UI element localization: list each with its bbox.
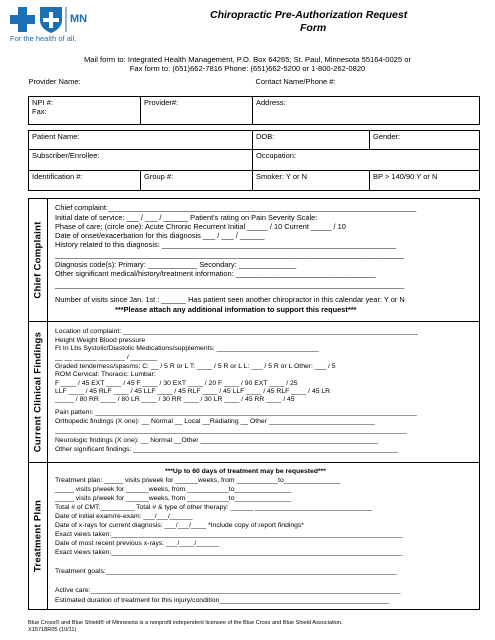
graded-tenderness-line[interactable]: Graded tenderness/spasms: C: __ / 5 R or L T: ____ / 5 R or L L: ___ / 5 R or L Other: ___ / 5: [55, 363, 336, 370]
other-findings-line[interactable]: Other significant findings: ______________________________________________________________________: [55, 446, 398, 453]
chief-complaint-section: [28, 198, 480, 322]
fax-line: Fax form to: (651)662-7816 Phone: (651)662-5200 or 1-800-262-0820: [129, 64, 366, 73]
history-line[interactable]: History related to this diagnosis: _________________________________________________________: [55, 240, 397, 249]
exact-views-line[interactable]: Exact views taken:_____________________________________________________________________________: [55, 531, 403, 538]
visits-since-line[interactable]: Number of visits since Jan. 1st : ______ Has patient seen another chiropractor in this calendar year: Y or N: [55, 295, 405, 304]
treatment-plan-heading-box: [29, 463, 48, 609]
treatment-plan-heading: Treatment Plan: [32, 499, 44, 573]
rom-rotation-line[interactable]: _____ / 80 RR ____ / 80 LR ____ / 30 RR ____ / 30 LR ____ / 45 RR ____ / 45: [55, 396, 295, 403]
neurologic-findings-line[interactable]: Neurologic findings (X one): __ Normal __Other _______________________________________________: [55, 437, 379, 444]
rom-lateral-flexion-line[interactable]: LLF ____ / 45 RLF ____ / 45 LLF ____ / 45 RLF ____ / 45 LLF ____ / 45 RLF ____ / 45 LR: [55, 388, 331, 395]
form-title-line2: Form: [300, 22, 327, 34]
active-care-line[interactable]: Active care:__________________________________________________________________________________: [55, 587, 401, 594]
treatment-goals-line[interactable]: Treatment goals:_____________________________________________________________________________: [55, 568, 397, 575]
provider-number-field[interactable]: [141, 96, 253, 124]
history-continued-line[interactable]: _____________________________________________________________________________________: [55, 250, 405, 259]
phase-of-care-line[interactable]: Phase of care: (circle one): Acute Chronic Recurrent Initial _____ / 10 Current _____ / 10: [55, 222, 346, 231]
fax-label: Fax:: [32, 106, 47, 116]
gender-label: Gender:: [373, 132, 401, 141]
dob-label: DOB:: [256, 132, 275, 141]
rom-flexion-line[interactable]: F ____ / 45 EXT ____ / 45 F ____ / 30 EXT ____ / 20 F ____ / 90 EXT ____ / 25: [55, 380, 298, 387]
patient-name-label: Patient Name:: [32, 132, 80, 141]
treatment-plan-line-2[interactable]: _____ visits p/week for ______weeks, from ___________to_______________: [55, 486, 292, 493]
mail-line: Mail form to: Integrated Health Management, P.O. Box 64265; St. Paul, Minnesota 55164-0025 or: [83, 55, 411, 64]
location-line[interactable]: Location of complaint: ______________________________________________________________________________: [55, 328, 418, 335]
patient-table: [28, 130, 480, 191]
total-cmt-line[interactable]: Total # of CMT:_________ Total # & type of other therapy: ______ _______________________________: [55, 504, 373, 511]
onset-date-line[interactable]: Date of onset/exacerbation for this diagnosis ___ / ___ / ______: [55, 231, 265, 240]
subscriber-field[interactable]: [29, 150, 253, 171]
exact-views-previous-line[interactable]: Exact views taken:_____________________________________________________________________________: [55, 549, 403, 556]
contact-field[interactable]: [253, 76, 480, 96]
treatment-plan-line-3[interactable]: _____ visits p/week for ______weeks, from ___________to_______________: [55, 495, 292, 502]
previous-xray-line[interactable]: Date of most recent previous x-rays: ___/____/______: [55, 540, 219, 547]
initial-date-line[interactable]: Initial date of service: ___ / ___ / ______ Patient's rating on Pain Severity Scale:: [55, 213, 318, 222]
estimated-duration-line[interactable]: Estimated duration of treatment for this injury/condition_____________________________________________: [55, 597, 390, 604]
smoker-label: Smoker: Y or N: [256, 172, 307, 181]
footer: [28, 620, 343, 634]
address-label: Address:: [256, 97, 286, 107]
orthopedic-continued-line[interactable]: _____________________________________________________________________________________________: [55, 427, 407, 434]
vitals-header-line: Height Weight Blood pressure: [55, 337, 146, 344]
orthopedic-findings-line[interactable]: Orthopedic findings (X one): __ Normal __ Local __Radiating __ Other ____________________________: [55, 418, 375, 425]
group-field[interactable]: [141, 171, 253, 191]
pain-pattern-line[interactable]: Pain pattern: _____________________________________________________________________________________: [55, 409, 417, 416]
footer-license-text: Blue Cross® and Blue Shield® of Minnesota is a nonprofit independent licensee of the Blue Cross and Blue Shield Association.: [28, 620, 343, 626]
smoker-field[interactable]: [253, 171, 370, 191]
treatment-days-note: ***Up to 60 days of treatment may be requested***: [165, 468, 326, 475]
patient-name-field[interactable]: [29, 131, 253, 150]
contact-label: Contact Name/Phone #:: [255, 77, 336, 86]
form-title: [210, 9, 440, 35]
subscriber-label: Subscriber/Enrollee:: [32, 151, 100, 160]
brand-logo-text: MN: [70, 13, 88, 25]
footer-form-number: X15718R05 (10/11): [28, 627, 77, 633]
npi-label: NPI #:: [32, 97, 53, 107]
treatment-plan-section: [28, 462, 480, 610]
vitals-values-line[interactable]: __ __ ______ _______ / _______: [55, 354, 158, 361]
address-field[interactable]: [253, 96, 480, 124]
provider-table: [28, 76, 480, 125]
chief-complaint-heading-box: [29, 199, 48, 321]
bcbs-logo: [8, 4, 128, 44]
provider-name-field[interactable]: [29, 76, 253, 96]
chief-complaint-line[interactable]: Chief complaint:___________________________________________________________________________: [55, 203, 417, 212]
mail-instructions: [0, 55, 495, 73]
initial-exam-line[interactable]: Date of initial exam/re-exam: ___/___/______: [55, 513, 193, 520]
provider-number-label: Provider#:: [144, 97, 179, 107]
other-medical-continued-line[interactable]: _____________________________________________________________________________________: [55, 280, 405, 289]
npi-field[interactable]: [29, 96, 141, 124]
clinical-findings-section: [28, 321, 480, 463]
identification-label: Identification #:: [32, 172, 83, 181]
dob-field[interactable]: [253, 131, 370, 150]
diagnosis-codes-line[interactable]: Diagnosis code(s): Primary: ____________ Secondary: ______________: [55, 260, 297, 269]
bp-label: BP > 140/90 Y or N: [373, 172, 438, 181]
clinical-findings-heading: Current Clinical Findings: [32, 331, 44, 453]
vitals-units-line[interactable]: Ft In Lbs Systolic/Diastolic Medications/supplements: ___________________________: [55, 345, 319, 352]
occupation-label: Occupation:: [256, 151, 297, 160]
attach-info-note: ***Please attach any additional information to support this request***: [115, 305, 357, 314]
other-medical-line[interactable]: Other significant medical/history/treatment information: __________________________________: [55, 269, 376, 278]
occupation-field[interactable]: [253, 150, 480, 171]
gender-field[interactable]: [370, 131, 480, 150]
rom-header-line: ROM Cervical: Thoracic: Lumbar:: [55, 371, 156, 378]
group-label: Group #:: [144, 172, 174, 181]
clinical-findings-heading-box: [29, 322, 48, 462]
form-title-line1: Chiropractic Pre-Authorization Request: [210, 9, 408, 21]
provider-name-label: Provider Name:: [28, 77, 81, 86]
identification-field[interactable]: [29, 171, 141, 191]
xray-date-line[interactable]: Date of x-rays for current diagnosis: ___/___/____ *Include copy of report findings*: [55, 522, 304, 529]
bp-field[interactable]: [370, 171, 480, 191]
chief-complaint-heading: Chief Complaint: [32, 221, 44, 299]
treatment-plan-line-1[interactable]: Treatment plan: _____ visits p/week for ______weeks, from ___________to_______________: [55, 477, 341, 484]
brand-tagline: For the health of all.: [10, 34, 77, 43]
